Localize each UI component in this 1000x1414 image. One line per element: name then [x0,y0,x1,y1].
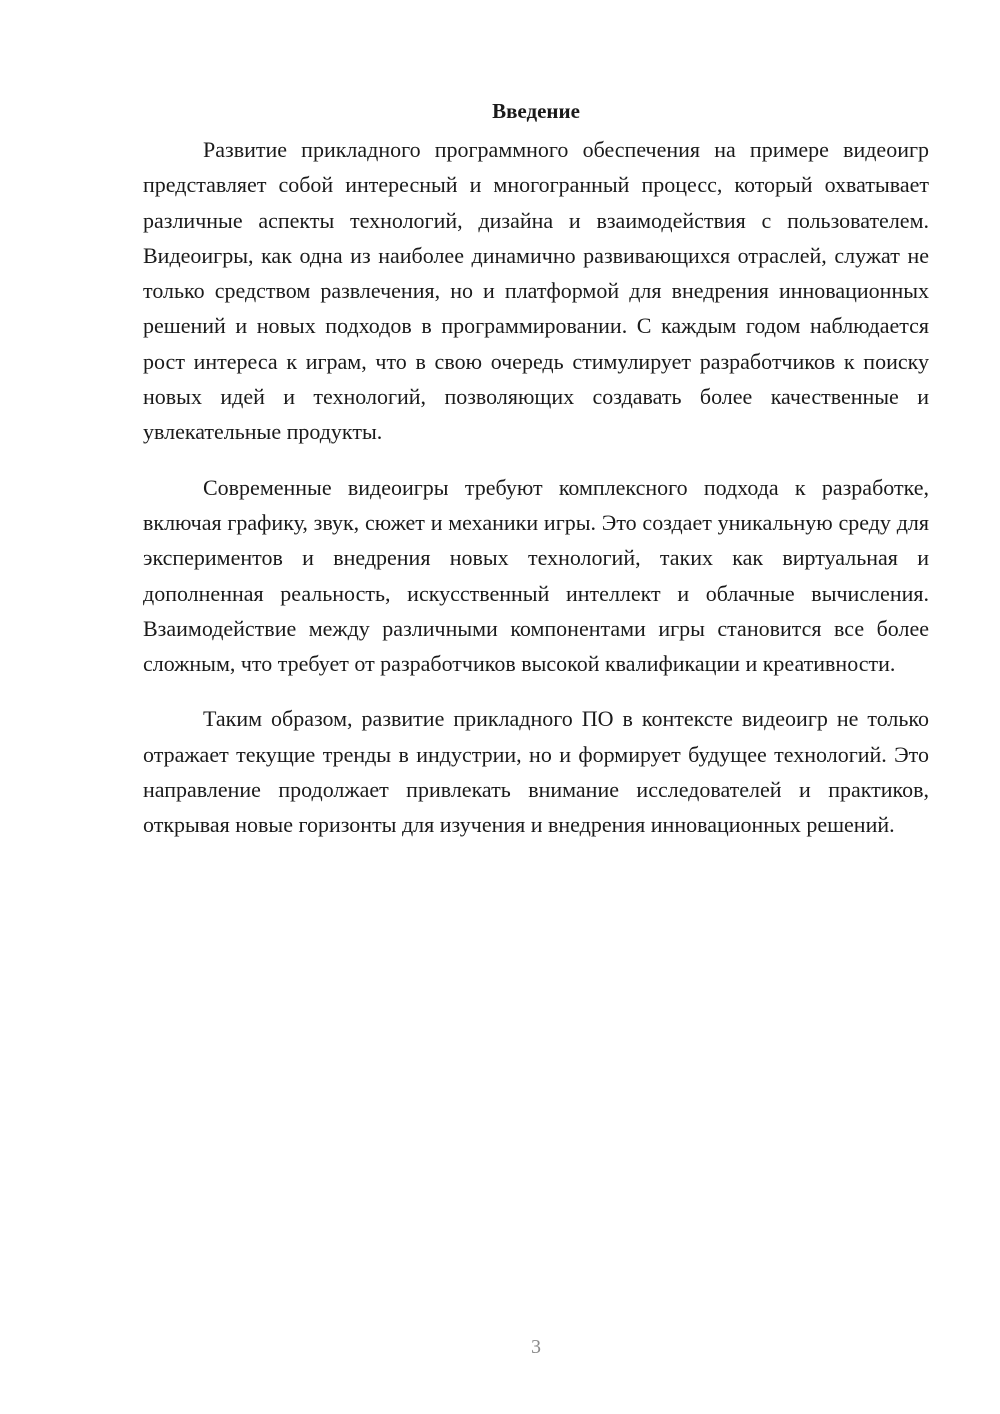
paragraph-3: Таким образом, развитие прикладного ПО в контексте видеоигр не только отражает текущие тренды в индустрии, но и формирует будущее технологий. Это направление продолжает привлекать внимание исследователей и практиков, открывая новые горизонты для изучения и внедрения инновационных решений. [143,706,929,838]
paragraph-1: Развитие прикладного программного обеспечения на примере видеоигр представляет собой интересный и многогранный процесс, который охватывает различные аспекты технологий, дизайна и взаимодействия с пользователем. Видеоигры, как одна из наиболее динамично развивающихся отраслей, служат не только средством развлечения, но и платформой для внедрения инновационных решений и новых подходов в программировании. С каждым годом наблюдается рост интереса к играм, что в свою очередь стимулирует разработчиков к поиску новых идей и технологий, позволяющих создавать более качественные и увлекательные продукты. [143,137,929,445]
section-title: Введение [492,99,580,123]
paragraph-2: Современные видеоигры требуют комплексного подхода к разработке, включая графику, звук, сюжет и механики игры. Это создает уникальную среду для экспериментов и внедрения новых технологий, таких как виртуальная и дополненная реальность, искусственный интеллект и облачные вычисления. Взаимодействие между различными компонентами игры становится все более сложным, что требует от разработчиков высокой квалификации и креативности. [143,474,929,677]
page-content [143,96,929,863]
page-number: 3 [531,1336,541,1358]
